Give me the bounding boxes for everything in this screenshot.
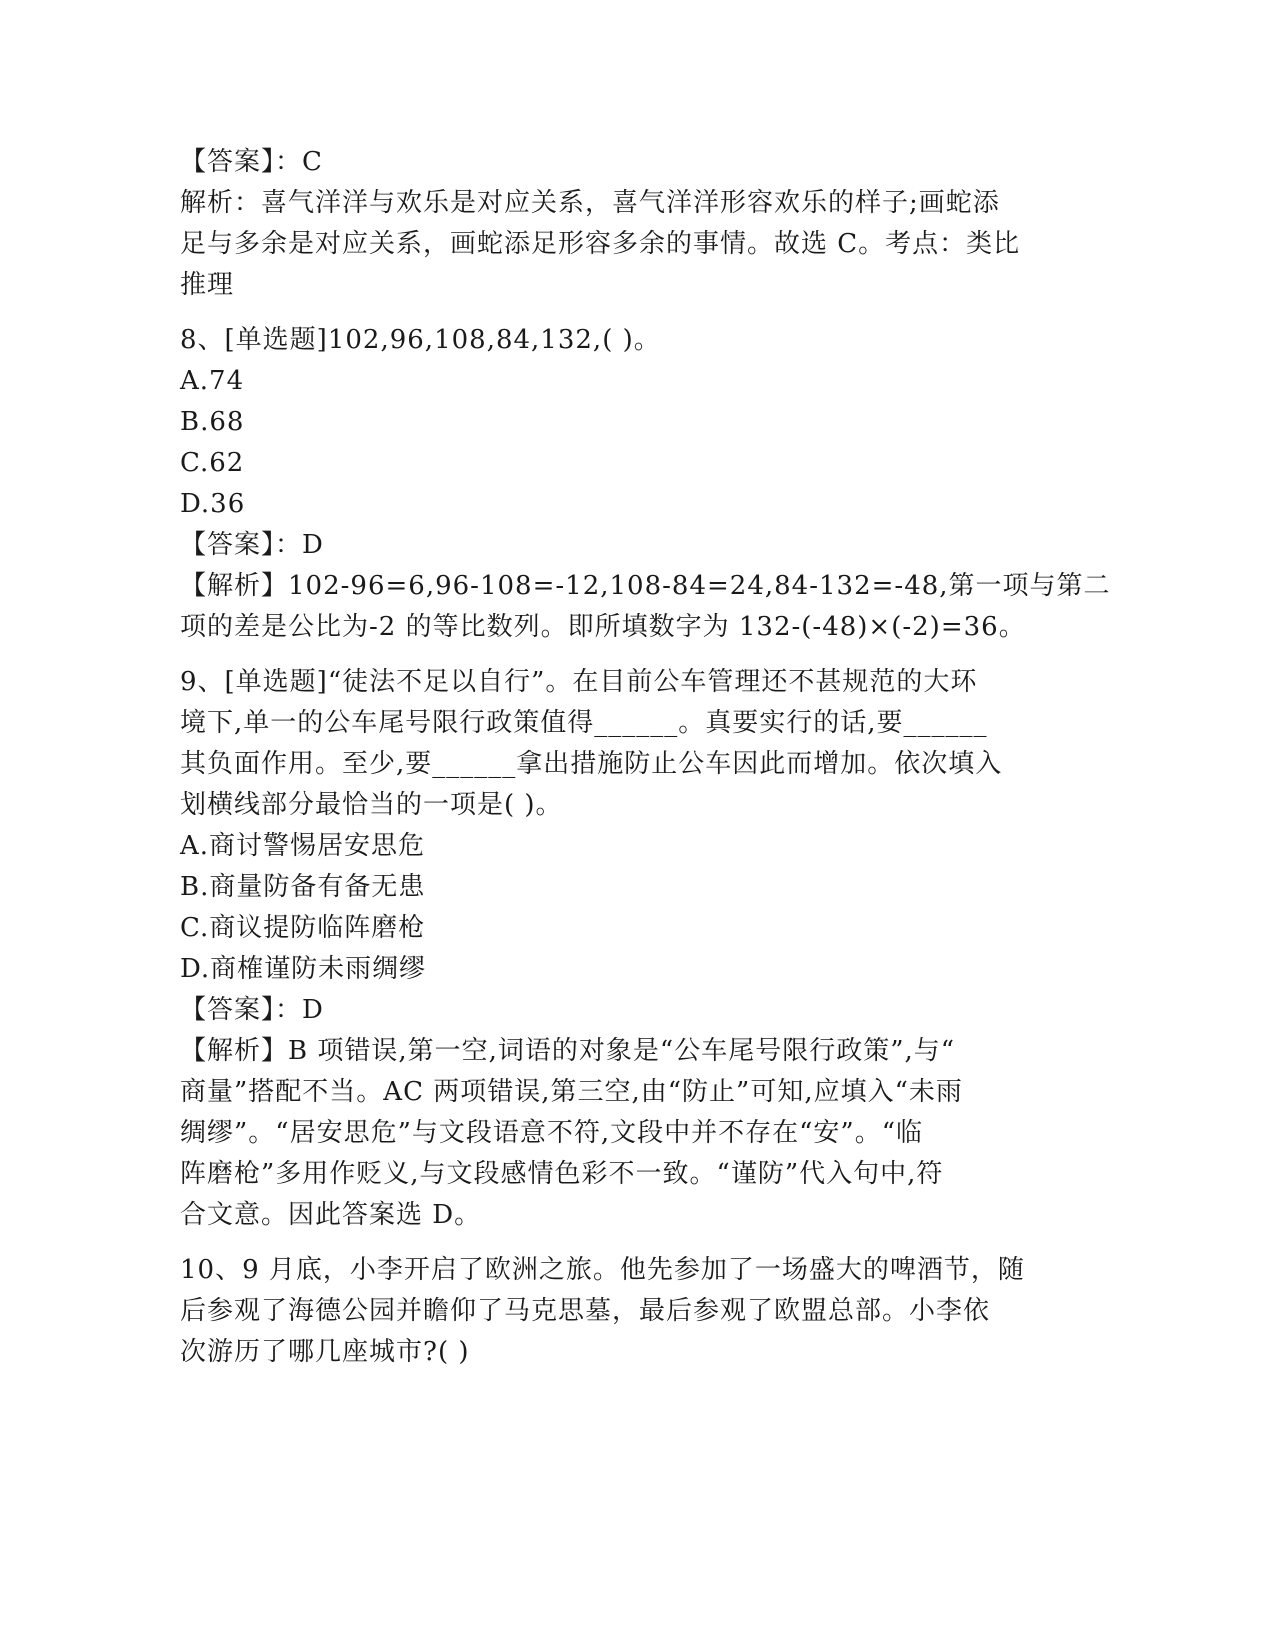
q7-answer: 【答案】：C: [180, 147, 323, 177]
q9-option-a: A.商讨警惕居安思危: [180, 831, 426, 861]
q10-stem-line: 10、9 月底，小李开启了欧洲之旅。他先参加了一场盛大的啤酒节，随: [180, 1255, 1025, 1285]
q8-option-b: B.68: [180, 407, 245, 437]
spacer: [180, 306, 1040, 320]
q9-analysis-line: 商量”搭配不当。AC 两项错误,第三空,由“防止”可知,应填入“未雨: [180, 1077, 963, 1107]
q9-analysis-line: 【解析】B 项错误,第一空,词语的对象是“公车尾号限行政策”,与“: [180, 1036, 956, 1066]
q9-stem-line: 划横线部分最恰当的一项是( )。: [180, 790, 563, 820]
q8-option-d: D.36: [180, 489, 246, 519]
q9-stem-line: 其负面作用。至少,要______拿出措施防止公车因此而增加。依次填入: [180, 749, 1003, 779]
q9-option-c: C.商议提防临阵磨枪: [180, 913, 426, 943]
q9-answer: 【答案】：D: [180, 995, 324, 1025]
q10-stem-line: 后参观了海德公园并瞻仰了马克思墓，最后参观了欧盟总部。小李依: [180, 1296, 991, 1326]
q8-analysis-line: 项的差是公比为-2 的等比数列。即所填数字为 132-(-48)×(-2)=36。: [180, 612, 1026, 642]
spacer: [180, 648, 1040, 662]
document-page: [180, 142, 1111, 1373]
q9-stem-line: 9、[单选题]“徒法不足以自行”。在目前公车管理还不甚规范的大环: [180, 667, 978, 697]
q9-analysis-line: 绸缪”。“居安思危”与文段语意不符,文段中并不存在“安”。“临: [180, 1118, 924, 1148]
q10-stem-line: 次游历了哪几座城市?( ): [180, 1337, 470, 1367]
q8-option-c: C.62: [180, 448, 245, 478]
q8-analysis-line: 【解析】102-96=6,96-108=-12,108-84=24,84-132=-48,第一项与第二: [180, 571, 1111, 601]
q7-analysis-line: 足与多余是对应关系，画蛇添足形容多余的事情。故选 C。考点：类比: [180, 229, 1021, 259]
q8-stem: 8、[单选题]102,96,108,84,132,( )。: [180, 325, 661, 355]
q7-analysis-line: 推理: [180, 270, 235, 300]
q7-analysis-line: 解析：喜气洋洋与欢乐是对应关系，喜气洋洋形容欢乐的样子;画蛇添: [180, 188, 1000, 218]
q9-option-d: D.商榷谨防未雨绸缪: [180, 954, 427, 984]
q9-analysis-line: 阵磨枪”多用作贬义,与文段感情色彩不一致。“谨防”代入句中,符: [180, 1159, 944, 1189]
q8-option-a: A.74: [180, 366, 245, 396]
q9-stem-line: 境下,单一的公车尾号限行政策值得______。真要实行的话,要______: [180, 708, 988, 738]
q9-option-b: B.商量防备有备无患: [180, 872, 426, 902]
q8-answer: 【答案】：D: [180, 530, 324, 560]
q9-analysis-line: 合文意。因此答案选 D。: [180, 1200, 482, 1230]
spacer: [180, 1236, 1040, 1250]
